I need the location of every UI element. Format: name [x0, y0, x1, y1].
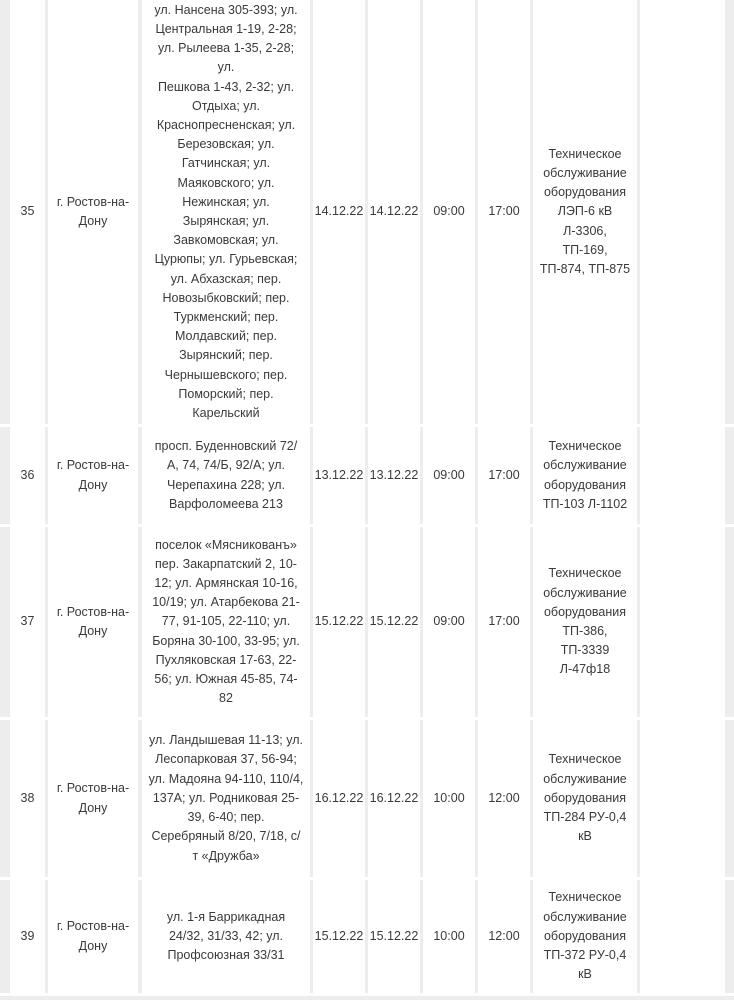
date-start-cell	[313, 0, 365, 424]
note-cell	[640, 427, 725, 524]
time-end-cell	[478, 427, 530, 524]
row-number: 35	[20, 204, 35, 219]
date-start: 15.12.22	[314, 614, 364, 629]
address-cell	[142, 720, 310, 877]
time-start-cell	[423, 720, 475, 877]
address-list: ул. Ландышевая 11-13; ул. Лесопарковая 37, 56-94; ул. Мадояна 94-110, 110/4, 137А; ул. Родниковая 25- 39, 6-40; пер. Серебряный 8/20, 7/18, с/ т «Дружба»	[148, 733, 304, 863]
work-description: Техническое обслуживание оборудования ТП-284 РУ-0,4 кВ	[543, 752, 627, 844]
row-number: 39	[20, 928, 35, 943]
city-name: г. Ростов-на- Дону	[56, 604, 130, 638]
date-end: 16.12.22	[369, 790, 419, 805]
address-list: ул. Нансена 305-393; ул. Центральная 1-19, 2-28; ул. Рылеева 1-35, 2-28; ул. Пешкова 1-43, 2-32; ул. Отдыха; ул. Краснопресненская; ул. Березовская; ул. Гатчинская; ул. Маяковского; ул. Нежинская; ул. Зырянская; ул. Завкомовская; ул. Цурюпы; ул. Гурьевская; ул. Абхазская; пер. Новозыбковский; пер. Туркменский; пер. Молдавский; пер. Зырянский; пер. Чернышевского; пер. Поморский; пер. Карельский	[154, 2, 298, 421]
date-start-cell	[313, 527, 365, 717]
date-start-cell	[313, 427, 365, 524]
date-end: 15.12.22	[369, 614, 419, 629]
row-number: 37	[20, 614, 35, 629]
row-number-cell	[10, 427, 45, 524]
time-end: 12:00	[488, 928, 520, 943]
work-description-cell	[533, 720, 637, 877]
city-cell	[48, 880, 138, 993]
row-number: 36	[20, 467, 35, 482]
city-cell	[48, 0, 138, 424]
address-cell	[142, 527, 310, 717]
date-end-cell	[368, 527, 420, 717]
date-end: 15.12.22	[369, 928, 419, 943]
note-cell	[640, 0, 725, 424]
address-list: поселок «Мясникованъ» пер. Закарпатский 2, 10- 12; ул. Армянская 10-16, 10/19; ул. Атарбекова 21- 77, 91-105, 22-110; ул. Боряна 30-100, 33-95; ул. Пухляковская 17-63, 22- 56; ул. Южная 45-85, 74- 82	[152, 537, 300, 706]
table-row	[0, 527, 734, 717]
row-number-cell	[10, 880, 45, 993]
date-end-cell	[368, 880, 420, 993]
time-end-cell	[478, 0, 530, 424]
table-row	[0, 720, 734, 877]
time-start-cell	[423, 527, 475, 717]
date-end-cell	[368, 0, 420, 424]
time-start: 09:00	[433, 614, 465, 629]
city-cell	[48, 720, 138, 877]
city-cell	[48, 427, 138, 524]
address-cell	[142, 0, 310, 424]
time-end: 17:00	[488, 614, 520, 629]
work-description: Техническое обслуживание оборудования ТП-372 РУ-0,4 кВ	[543, 890, 627, 982]
time-start-cell	[423, 880, 475, 993]
time-end-cell	[478, 880, 530, 993]
work-description-cell	[533, 527, 637, 717]
work-description-cell	[533, 427, 637, 524]
time-start: 10:00	[433, 928, 465, 943]
table-row-partial	[0, 996, 734, 1000]
table-row	[0, 880, 734, 993]
time-start: 10:00	[433, 790, 465, 805]
work-description-cell	[533, 880, 637, 993]
time-end: 12:00	[488, 790, 520, 805]
row-number: 38	[20, 790, 35, 805]
note-cell	[640, 880, 725, 993]
note-cell	[640, 527, 725, 717]
row-number-cell	[10, 720, 45, 877]
time-end: 17:00	[488, 204, 520, 219]
city-name: г. Ростов-на- Дону	[56, 781, 130, 815]
address-cell	[142, 880, 310, 993]
date-start-cell	[313, 880, 365, 993]
table-row	[0, 0, 734, 424]
time-start-cell	[423, 0, 475, 424]
work-description: Техническое обслуживание оборудования ЛЭП-6 кВ Л-3306, ТП-169, ТП-874, ТП-875	[539, 146, 631, 276]
date-end: 14.12.22	[369, 204, 419, 219]
time-start: 09:00	[433, 204, 465, 219]
address-list: просп. Буденновский 72/ А, 74, 74/Б, 92/А; ул. Черепахина 228; ул. Варфоломеева 213	[154, 439, 298, 511]
date-end: 13.12.22	[369, 467, 419, 482]
work-description: Техническое обслуживание оборудования ТП-103 Л-1102	[542, 439, 628, 511]
date-start: 13.12.22	[314, 467, 364, 482]
work-description: Техническое обслуживание оборудования ТП-386, ТП-3339 Л-47ф18	[543, 566, 627, 677]
date-end-cell	[368, 720, 420, 877]
table-row	[0, 427, 734, 524]
work-description-cell	[533, 0, 637, 424]
time-end-cell	[478, 720, 530, 877]
date-start: 15.12.22	[314, 928, 364, 943]
city-cell	[48, 527, 138, 717]
row-number-cell	[10, 0, 45, 424]
date-start: 14.12.22	[314, 204, 364, 219]
city-name: г. Ростов-на- Дону	[56, 458, 130, 492]
row-number-cell	[10, 527, 45, 717]
address-list: ул. 1-я Баррикадная 24/32, 31/33, 42; ул. Профсоюзная 33/31	[166, 909, 286, 963]
time-start: 09:00	[433, 467, 465, 482]
time-end: 17:00	[488, 467, 520, 482]
time-end-cell	[478, 527, 530, 717]
date-start: 16.12.22	[314, 790, 364, 805]
address-cell	[142, 427, 310, 524]
date-start-cell	[313, 720, 365, 877]
note-cell	[640, 720, 725, 877]
date-end-cell	[368, 427, 420, 524]
time-start-cell	[423, 427, 475, 524]
city-name: г. Ростов-на- Дону	[56, 919, 130, 953]
city-name: г. Ростов-на- Дону	[56, 194, 130, 228]
